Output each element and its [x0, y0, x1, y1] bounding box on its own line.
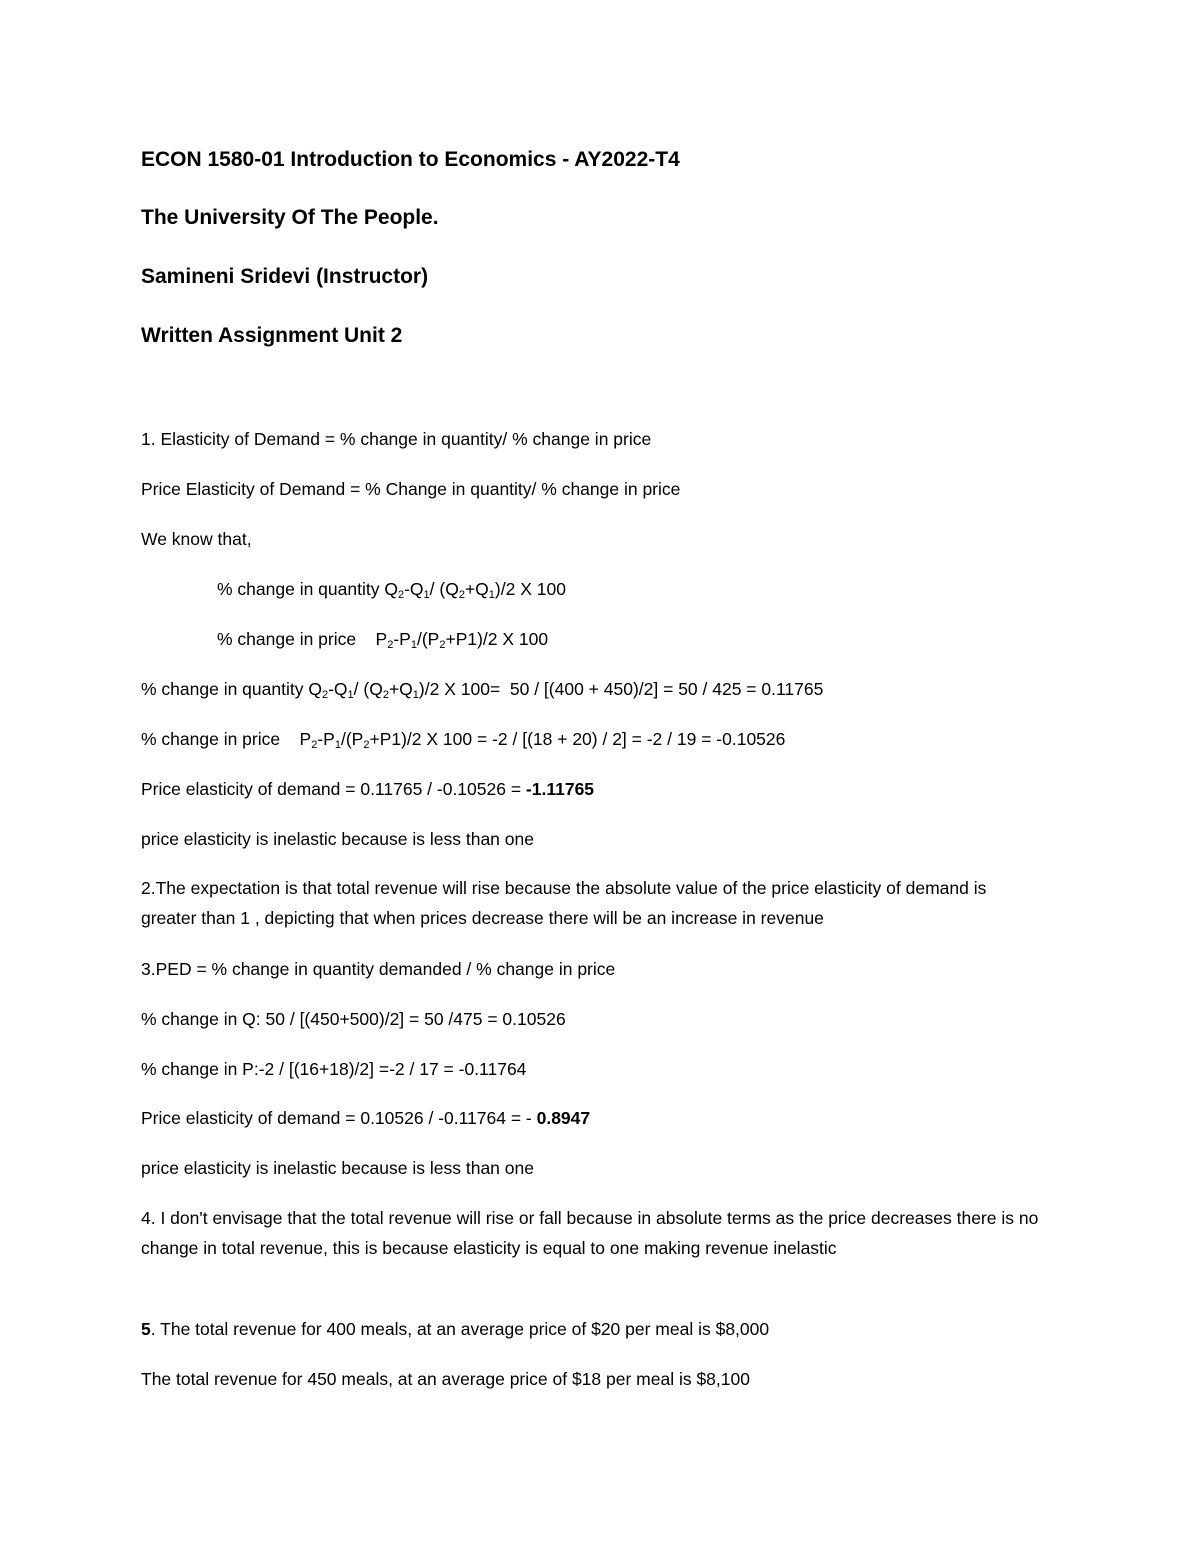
q1-formula-quantity: % change in quantity $Q_2-Q_1/$ $(Q_2+Q_1)/2$ X 100	[217, 579, 566, 601]
q3-line1: 3.PED = % change in quantity demanded / % change in price	[141, 959, 616, 979]
university-name: The University Of The People.	[141, 206, 439, 229]
q5-line2: The total revenue for 450 meals, at an average price of $18 per meal is $8,100	[141, 1369, 750, 1389]
q1-line3: We know that,	[141, 529, 252, 549]
q1-line2: Price Elasticity of Demand = % Change in quantity/ % change in price	[141, 479, 681, 499]
q3-price-calc: % change in P:-2 / [(16+18)/2] =-2 / 17 = -0.11764	[141, 1059, 527, 1079]
q1-elasticity-result: Price elasticity of demand = 0.11765 / -0.10526 = -1.11765	[141, 779, 595, 799]
q5-line1: 5. The total revenue for 400 meals, at an average price of $20 per meal is $8,000	[141, 1319, 770, 1339]
q1-conclusion: price elasticity is inelastic because is less than one	[141, 829, 534, 849]
q4-answer: 4. I don't envisage that the total revenue will rise or fall because in absolute terms as the price decreases there is no change in total revenue, this is because elasticity is equal to one making revenue inelastic	[141, 1208, 1039, 1258]
q3-quantity-calc: % change in Q: 50 / [(450+500)/2] = 50 /475 = 0.10526	[141, 1009, 566, 1029]
q3-conclusion: price elasticity is inelastic because is less than one	[141, 1158, 534, 1178]
course-title: ECON 1580-01 Introduction to Economics - AY2022-T4	[141, 148, 680, 171]
assignment-title: Written Assignment Unit 2	[141, 324, 403, 347]
instructor-name: Samineni Sridevi (Instructor)	[141, 265, 429, 288]
q3-elasticity-result: Price elasticity of demand = 0.10526 / -0.11764 = - 0.8947	[141, 1108, 591, 1128]
q1-line1: 1. Elasticity of Demand = % change in quantity/ % change in price	[141, 429, 652, 449]
q1-quantity-calc: % change in quantity $Q_2-Q_1/$ $(Q_2+Q_1)/2$ X 100= 50 / [(400 + 450)/2] = 50 / 425 = 0.11765	[141, 679, 824, 701]
q1-price-calc: % change in price $P_2-P_1/(P_2+P1)/2$ X 100 = -2 / [(18 + 20) / 2] = -2 / 19 = -0.10526	[141, 729, 786, 751]
q2-answer: 2.The expectation is that total revenue will rise because the absolute value of the price elasticity of demand is greater than 1 , depicting that when prices decrease there will be an increase in revenue	[141, 878, 987, 928]
q1-formula-price: % change in price $P_2-P_1/(P_2+P1)/2$ X 100	[217, 629, 549, 651]
